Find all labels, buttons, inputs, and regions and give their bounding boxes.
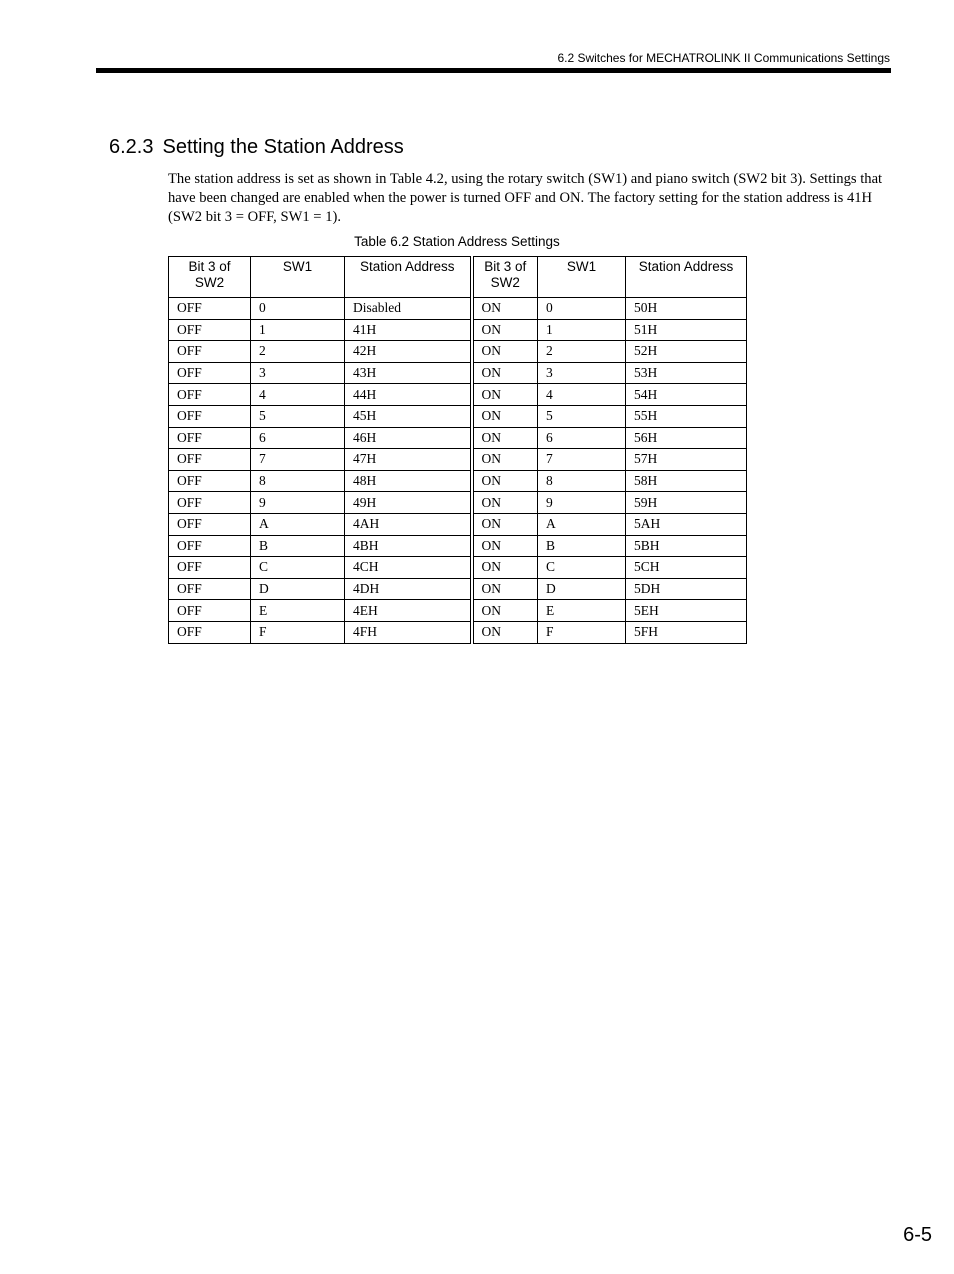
table-row [169, 470, 747, 492]
cell-sw1-on: 6 [538, 427, 626, 449]
cell-sw1-on: 8 [538, 470, 626, 492]
cell-sw2-bit3-off: OFF [169, 492, 251, 514]
cell-sw1-on: D [538, 578, 626, 600]
cell-sw2-bit3-off: OFF [169, 578, 251, 600]
cell-sw1-on: 9 [538, 492, 626, 514]
running-head: 6.2 Switches for MECHATROLINK II Communications Settings [557, 51, 890, 65]
cell-sw2-bit3-on: ON [472, 427, 538, 449]
cell-sw2-bit3-off: OFF [169, 557, 251, 579]
cell-sw1-off: 4 [251, 384, 345, 406]
cell-sw1-on: 5 [538, 405, 626, 427]
cell-station-address-off: 4DH [345, 578, 472, 600]
cell-station-address-on: 5AH [626, 513, 747, 535]
cell-sw1-off: A [251, 513, 345, 535]
col-header-station-address-on: Station Address [626, 257, 747, 298]
cell-sw2-bit3-off: OFF [169, 449, 251, 471]
cell-station-address-off: 4AH [345, 513, 472, 535]
cell-sw1-on: A [538, 513, 626, 535]
cell-station-address-on: 56H [626, 427, 747, 449]
page-number: 6-5 [903, 1224, 932, 1246]
table-row [169, 535, 747, 557]
cell-sw2-bit3-off: OFF [169, 621, 251, 643]
cell-station-address-off: 44H [345, 384, 472, 406]
table-caption: Table 6.2 Station Address Settings [354, 234, 560, 249]
cell-sw1-off: 7 [251, 449, 345, 471]
table-row [169, 341, 747, 363]
cell-sw1-off: C [251, 557, 345, 579]
cell-sw2-bit3-off: OFF [169, 513, 251, 535]
col-header-sw1-off: SW1 [251, 257, 345, 298]
cell-sw1-off: 9 [251, 492, 345, 514]
cell-sw2-bit3-on: ON [472, 470, 538, 492]
table-row [169, 449, 747, 471]
cell-station-address-off: 4CH [345, 557, 472, 579]
cell-station-address-on: 59H [626, 492, 747, 514]
table-row [169, 578, 747, 600]
table-row [169, 298, 747, 320]
cell-sw1-on: C [538, 557, 626, 579]
table-body [169, 298, 747, 644]
col-header-sw2-bit3-on: Bit 3 of SW2 [472, 257, 538, 298]
cell-sw1-on: 4 [538, 384, 626, 406]
cell-station-address-off: 45H [345, 405, 472, 427]
header-rule [96, 68, 891, 73]
cell-sw1-on: 3 [538, 362, 626, 384]
cell-sw2-bit3-on: ON [472, 298, 538, 320]
cell-station-address-off: 4FH [345, 621, 472, 643]
cell-sw2-bit3-off: OFF [169, 341, 251, 363]
section-title: Setting the Station Address [162, 136, 404, 158]
station-address-table [168, 256, 747, 644]
section-number: 6.2.3 [109, 136, 154, 158]
cell-station-address-on: 51H [626, 319, 747, 341]
cell-station-address-on: 5DH [626, 578, 747, 600]
cell-sw1-off: F [251, 621, 345, 643]
cell-sw2-bit3-on: ON [472, 405, 538, 427]
cell-sw1-off: 6 [251, 427, 345, 449]
col-header-sw2-bit3-off: Bit 3 of SW2 [169, 257, 251, 298]
cell-sw1-off: 1 [251, 319, 345, 341]
cell-sw1-on: 2 [538, 341, 626, 363]
col-header-station-address-off: Station Address [345, 257, 472, 298]
cell-sw2-bit3-on: ON [472, 319, 538, 341]
cell-station-address-off: 4EH [345, 600, 472, 622]
cell-sw2-bit3-off: OFF [169, 535, 251, 557]
cell-sw1-off: 3 [251, 362, 345, 384]
cell-sw2-bit3-on: ON [472, 535, 538, 557]
cell-station-address-off: 49H [345, 492, 472, 514]
cell-station-address-off: 47H [345, 449, 472, 471]
cell-sw1-off: 2 [251, 341, 345, 363]
cell-station-address-off: Disabled [345, 298, 472, 320]
cell-sw2-bit3-on: ON [472, 600, 538, 622]
table-row [169, 557, 747, 579]
cell-sw2-bit3-off: OFF [169, 427, 251, 449]
cell-station-address-on: 53H [626, 362, 747, 384]
cell-station-address-off: 4BH [345, 535, 472, 557]
cell-station-address-on: 52H [626, 341, 747, 363]
cell-sw2-bit3-on: ON [472, 621, 538, 643]
cell-sw1-off: 0 [251, 298, 345, 320]
cell-station-address-off: 41H [345, 319, 472, 341]
table-header-row [169, 257, 747, 298]
cell-sw1-off: 5 [251, 405, 345, 427]
cell-sw1-on: 1 [538, 319, 626, 341]
cell-sw2-bit3-off: OFF [169, 600, 251, 622]
section-heading [109, 135, 404, 159]
cell-station-address-on: 5CH [626, 557, 747, 579]
cell-sw1-on: 7 [538, 449, 626, 471]
cell-station-address-on: 55H [626, 405, 747, 427]
cell-station-address-off: 46H [345, 427, 472, 449]
cell-station-address-on: 5BH [626, 535, 747, 557]
cell-sw2-bit3-on: ON [472, 341, 538, 363]
cell-sw2-bit3-on: ON [472, 492, 538, 514]
cell-station-address-on: 5FH [626, 621, 747, 643]
cell-sw2-bit3-on: ON [472, 449, 538, 471]
cell-sw1-off: E [251, 600, 345, 622]
table-row [169, 405, 747, 427]
cell-sw1-off: 8 [251, 470, 345, 492]
cell-sw2-bit3-on: ON [472, 557, 538, 579]
cell-sw1-off: B [251, 535, 345, 557]
cell-sw2-bit3-off: OFF [169, 319, 251, 341]
cell-sw2-bit3-off: OFF [169, 384, 251, 406]
cell-sw2-bit3-on: ON [472, 513, 538, 535]
col-header-sw1-on: SW1 [538, 257, 626, 298]
cell-station-address-on: 50H [626, 298, 747, 320]
cell-sw2-bit3-on: ON [472, 578, 538, 600]
cell-station-address-on: 54H [626, 384, 747, 406]
cell-sw1-off: D [251, 578, 345, 600]
table-row [169, 513, 747, 535]
cell-sw2-bit3-off: OFF [169, 298, 251, 320]
body-paragraph: The station address is set as shown in Table 4.2, using the rotary switch (SW1) and piano switch (SW2 bit 3). Settings that have been changed are enabled when the power is turned OFF and ON. The factory setting for the station address is 41H (SW2 bit 3 = OFF, SW1 = 1). [168, 171, 883, 225]
cell-station-address-off: 42H [345, 341, 472, 363]
cell-station-address-on: 58H [626, 470, 747, 492]
table-row [169, 492, 747, 514]
cell-sw1-on: F [538, 621, 626, 643]
cell-sw2-bit3-off: OFF [169, 362, 251, 384]
table-row [169, 319, 747, 341]
table-row [169, 362, 747, 384]
table-row [169, 600, 747, 622]
cell-sw2-bit3-on: ON [472, 384, 538, 406]
table-row [169, 621, 747, 643]
cell-sw1-on: B [538, 535, 626, 557]
cell-sw2-bit3-on: ON [472, 362, 538, 384]
cell-sw1-on: 0 [538, 298, 626, 320]
table-row [169, 384, 747, 406]
cell-sw2-bit3-off: OFF [169, 470, 251, 492]
cell-station-address-on: 5EH [626, 600, 747, 622]
cell-sw1-on: E [538, 600, 626, 622]
cell-station-address-off: 48H [345, 470, 472, 492]
table-row [169, 427, 747, 449]
cell-sw2-bit3-off: OFF [169, 405, 251, 427]
cell-station-address-off: 43H [345, 362, 472, 384]
cell-station-address-on: 57H [626, 449, 747, 471]
